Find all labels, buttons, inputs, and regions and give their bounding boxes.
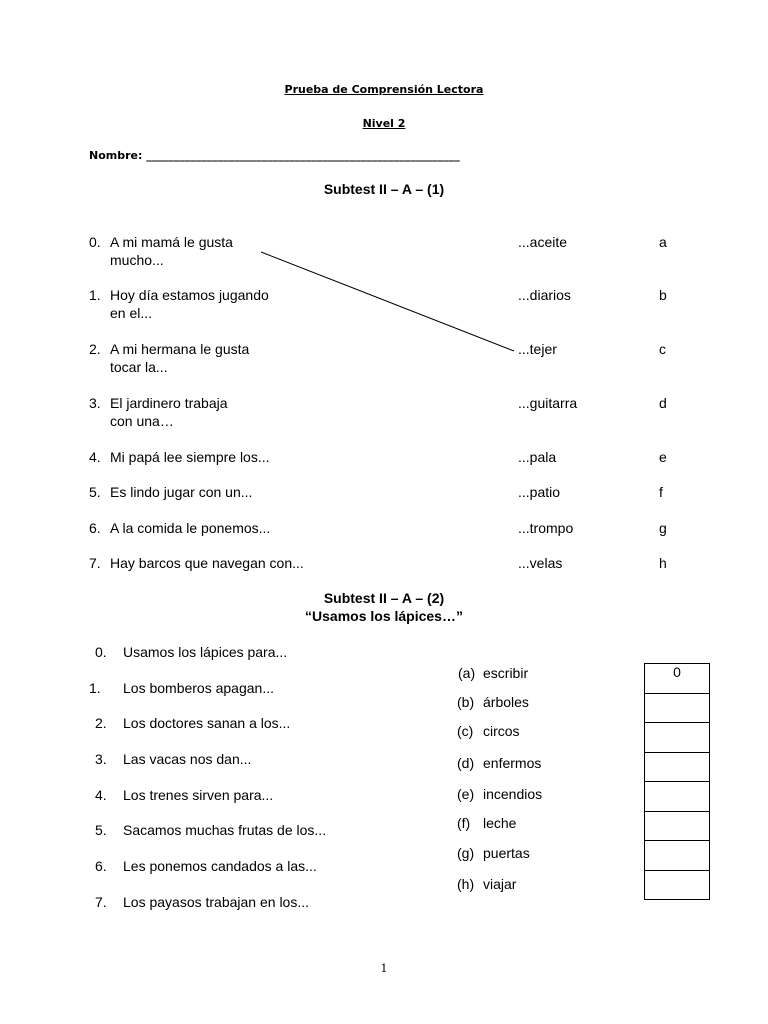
option-c-text: circos	[483, 723, 520, 739]
option-b-letter: (b)	[457, 694, 475, 710]
subtest1-item-7-line1: Hay barcos que navegan con...	[110, 555, 304, 571]
question-7-num: 7.	[95, 894, 107, 910]
subtest1-item-2-line1: A mi hermana le gusta	[110, 341, 250, 357]
subtest1-item-3-num: 3.	[89, 395, 101, 411]
option-h-letter: (h)	[457, 876, 475, 892]
answer-cell-2[interactable]	[645, 723, 710, 753]
option-f-letter: (f)	[457, 815, 471, 831]
question-5-num: 5.	[95, 822, 107, 838]
answer-grid	[644, 663, 710, 900]
name-line: _________________________________________________________	[146, 149, 460, 162]
subtest1-letter-c: c	[659, 341, 666, 357]
answer-cell-5[interactable]	[645, 811, 710, 841]
option-d-text: enfermos	[483, 755, 542, 771]
answer-cell-4[interactable]	[645, 782, 710, 812]
question-3-num: 3.	[95, 751, 107, 767]
subtest1-option-g: ...trompo	[518, 520, 574, 536]
subtest1-item-7-num: 7.	[89, 555, 101, 571]
subtest1-option-h: ...velas	[518, 555, 563, 571]
question-3-text: Las vacas nos dan...	[123, 751, 252, 767]
answer-cell-1[interactable]	[645, 693, 710, 723]
option-b-text: árboles	[483, 694, 529, 710]
subtest1-item-6-line1: A la comida le ponemos...	[110, 520, 271, 536]
page-number: 1	[380, 962, 388, 975]
subtest1-item-1-line2: en el...	[110, 305, 153, 321]
answer-cell-6[interactable]	[645, 841, 710, 871]
option-a-letter: (a)	[458, 665, 476, 681]
question-4-num: 4.	[95, 787, 107, 803]
name-label: Nombre:	[89, 149, 143, 162]
question-4-text: Los trenes sirven para...	[123, 787, 274, 803]
question-7-text: Los payasos trabajan en los...	[123, 894, 310, 910]
subtest1-item-2-line2: tocar la...	[110, 359, 168, 375]
question-2-text: Los doctores sanan a los...	[123, 715, 291, 731]
option-e-text: incendios	[483, 786, 543, 802]
option-h-text: viajar	[483, 876, 517, 892]
page-title: Prueba de Comprensión Lectora	[284, 83, 484, 96]
answer-cell-0[interactable]: 0	[645, 664, 710, 694]
subtest1-option-d: ...guitarra	[518, 395, 578, 411]
subtest1-item-4-num: 4.	[89, 449, 101, 465]
subtest1-item-1-num: 1.	[89, 287, 101, 303]
subtest1-item-0-line1: A mi mamá le gusta	[110, 234, 233, 250]
subtest1-letter-d: d	[659, 395, 667, 411]
subtest1-letter-f: f	[659, 484, 663, 500]
option-f-text: leche	[483, 815, 517, 831]
subtest1-letter-a: a	[659, 234, 667, 250]
subtest2-subtitle: “Usamos los lápices…”	[305, 608, 463, 624]
subtest1-item-2-num: 2.	[89, 341, 101, 357]
question-2-num: 2.	[95, 715, 107, 731]
subtest1-option-a: ...aceite	[518, 234, 568, 250]
level-label: Nivel 2	[362, 117, 406, 130]
subtest1-letter-e: e	[659, 449, 667, 465]
subtest1-item-1-line1: Hoy día estamos jugando	[110, 287, 269, 303]
subtest1-item-4-line1: Mi papá lee siempre los...	[110, 449, 270, 465]
option-g-text: puertas	[483, 845, 530, 861]
option-a-text: escribir	[483, 665, 529, 681]
question-5-text: Sacamos muchas frutas de los...	[123, 822, 327, 838]
answer-cell-7[interactable]	[645, 870, 710, 900]
subtest1-title: Subtest II – A – (1)	[323, 181, 445, 197]
question-6-num: 6.	[95, 858, 107, 874]
option-g-letter: (g)	[457, 845, 475, 861]
subtest1-option-f: ...patio	[518, 484, 561, 500]
question-1-text: Los bomberos apagan...	[123, 680, 274, 696]
subtest1-letter-g: g	[659, 520, 667, 536]
subtest1-item-3-line1: El jardinero trabaja	[110, 395, 228, 411]
subtest1-option-e: ...pala	[518, 449, 557, 465]
subtest1-letter-h: h	[659, 555, 667, 571]
subtest1-item-0-line2: mucho...	[110, 252, 164, 268]
subtest1-item-0-num: 0.	[89, 234, 101, 250]
question-0-text: Usamos los lápices para...	[123, 644, 288, 660]
question-6-text: Les ponemos candados a las...	[123, 858, 317, 874]
subtest1-item-5-line1: Es lindo jugar con un...	[110, 484, 253, 500]
question-0-num: 0.	[95, 644, 107, 660]
subtest1-item-3-line2: con una…	[110, 413, 174, 429]
option-e-letter: (e)	[457, 786, 475, 802]
subtest1-letter-b: b	[659, 287, 667, 303]
subtest1-item-6-num: 6.	[89, 520, 101, 536]
subtest1-option-b: ...diarios	[518, 287, 571, 303]
subtest2-title: Subtest II – A – (2)	[323, 590, 445, 606]
question-1-num: 1.	[89, 680, 101, 696]
option-d-letter: (d)	[457, 755, 475, 771]
subtest1-option-c: ...tejer	[518, 341, 557, 357]
answer-cell-3[interactable]	[645, 752, 710, 782]
subtest1-item-5-num: 5.	[89, 484, 101, 500]
option-c-letter: (c)	[457, 723, 474, 739]
